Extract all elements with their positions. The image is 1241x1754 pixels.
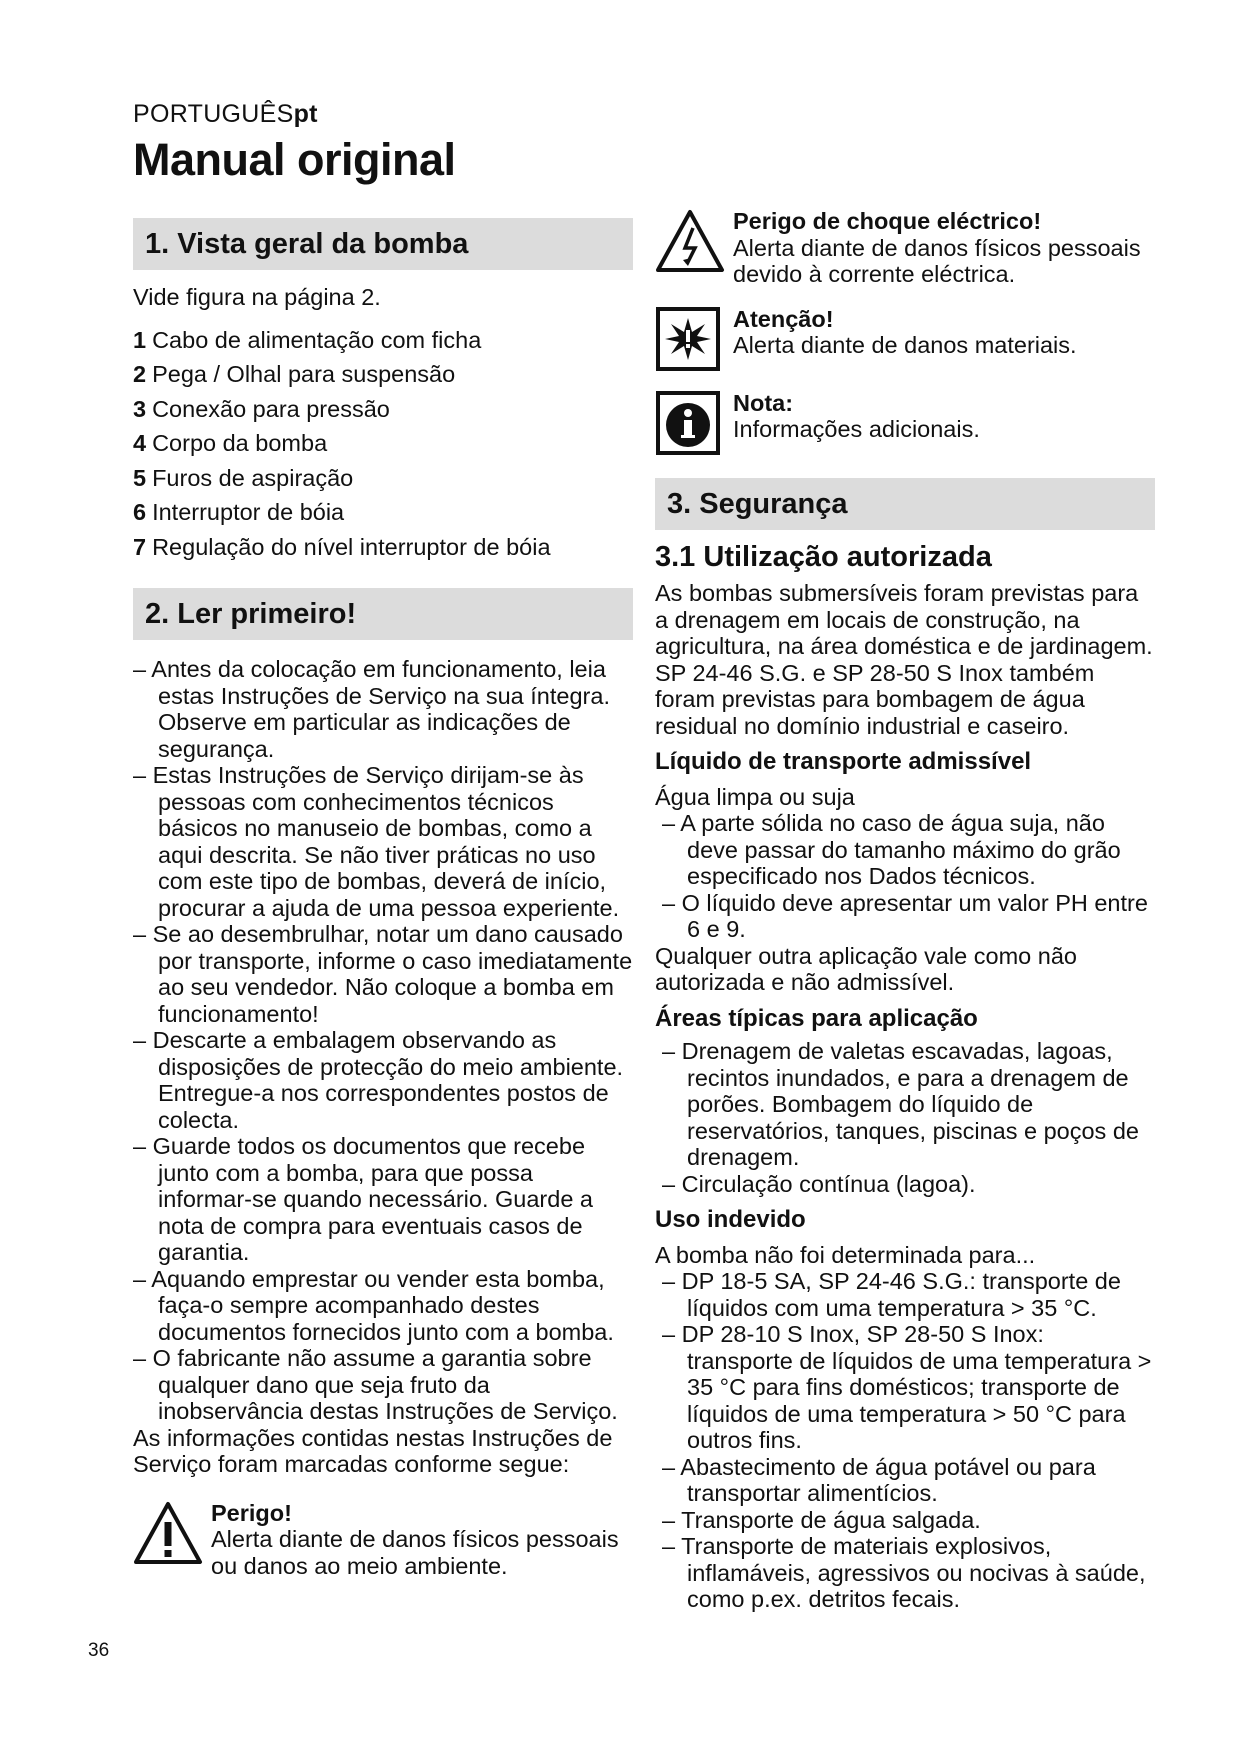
- page-title: Manual original: [133, 134, 456, 185]
- list-item: – Guarde todos os documentos que recebe junto com a bomba, para que possa informar-se quando necessário. Guarde a nota de compra para eventuais casos de garantia.: [133, 1133, 593, 1265]
- warning-triangle-icon: [133, 1500, 203, 1570]
- notice-title: Perigo de choque eléctrico!: [733, 208, 1042, 234]
- parts-list: [133, 327, 633, 561]
- list-item: 6 Interruptor de bóia: [133, 499, 345, 525]
- notice-title: Nota:: [733, 389, 794, 416]
- list-item: – DP 18-5 SA, SP 24-46 S.G.: transporte de líquidos com uma temperatura > 35 °C.: [662, 1268, 1121, 1321]
- list-item: – Aquando emprestar ou vender esta bomba, faça-o sempre acompanhado destes documentos fornecidos junto com a bomba.: [133, 1265, 614, 1345]
- list-item: 4 Corpo da bomba: [133, 430, 328, 456]
- list-item: – Antes da colocação em funcionamento, leia estas Instruções de Serviço na sua íntegra. Observe em particular as indicações de segurança.: [133, 656, 610, 762]
- liquid-heading: Líquido de transporte admissível: [655, 748, 1032, 775]
- list-item: – O fabricante não assume a garantia sobre qualquer dano que seja fruto da inobservância destas Instruções de Serviço.: [133, 1345, 618, 1424]
- list-item: – Drenagem de valetas escavadas, lagoas, recintos inundados, e para a drenagem de porões. Bombagem do líquido de reservatórios, tanques, piscinas e poços de drenagem.: [662, 1038, 1139, 1170]
- misuse-list: [655, 1268, 1155, 1613]
- overview-intro: Vide figura na página 2.: [133, 284, 381, 310]
- list-item: – Descarte a embalagem observando as disposições de protecção do meio ambiente. Entregue-a nos correspondentes postos de colecta.: [133, 1027, 624, 1133]
- language-label: [133, 100, 318, 129]
- notice-electric: [655, 208, 1155, 288]
- list-item: – DP 28-10 S Inox, SP 28-50 S Inox: transporte de líquidos de uma temperatura > 35 °C para fins domésticos; transporte de líquidos de uma temperatura > 50 °C para outros fins.: [662, 1321, 1152, 1453]
- notice-note: [655, 390, 1155, 460]
- notice-danger: [133, 1500, 633, 1580]
- list-item: 5 Furos de aspiração: [133, 464, 354, 491]
- notice-title: Atenção!: [733, 305, 834, 332]
- notice-text: Alerta diante de danos físicos pessoais ou danos ao meio ambiente.: [211, 1526, 619, 1579]
- read-first-list: [133, 656, 633, 1425]
- list-item: 3 Conexão para pressão: [133, 395, 390, 422]
- list-item: – O líquido deve apresentar um valor PH entre 6 e 9.: [662, 889, 1148, 942]
- misuse-heading: Uso indevido: [655, 1206, 806, 1233]
- notice-title: Perigo!: [211, 1499, 292, 1526]
- list-item: – Se ao desembrulhar, notar um dano causado por transporte, informe o caso imediatamente ao seu vendedor. Não coloque a bomba em funcionamento!: [133, 921, 633, 1027]
- section-heading-safety: 3. Segurança: [655, 478, 1155, 530]
- authorized-use-text: As bombas submersíveis foram previstas para a drenagem em locais de construção, na agricultura, na área doméstica e de jardinagem.: [655, 580, 1153, 659]
- section-heading-read-first: 2. Ler primeiro!: [133, 588, 633, 640]
- notice-text: Informações adicionais.: [733, 416, 980, 442]
- attention-burst-icon: [655, 306, 725, 376]
- section-heading-overview: 1. Vista geral da bomba: [133, 218, 633, 270]
- liquid-closing: Qualquer outra aplicação vale como não autorizada e não admissível.: [655, 942, 1077, 995]
- list-item: – Transporte de água salgada.: [662, 1506, 981, 1533]
- liquid-list: [655, 810, 1155, 943]
- info-icon: [655, 390, 725, 460]
- electric-shock-icon: [655, 208, 725, 278]
- right-column: [655, 208, 1155, 1613]
- language-code: pt: [293, 100, 318, 128]
- left-column: [133, 218, 633, 1579]
- areas-heading: Áreas típicas para aplicação: [655, 1004, 978, 1032]
- language-name: PORTUGUÊS: [133, 100, 294, 128]
- list-item: 1 Cabo de alimentação com ficha: [133, 326, 482, 353]
- notice-text: Alerta diante de danos materiais.: [733, 332, 1077, 358]
- areas-list: [655, 1038, 1155, 1197]
- page-number: 36: [88, 1640, 110, 1661]
- notice-text: Alerta diante de danos físicos pessoais devido à corrente eléctrica.: [733, 234, 1141, 287]
- list-item: – Abastecimento de água potável ou para transportar alimentícios.: [662, 1453, 1096, 1506]
- list-item: – Estas Instruções de Serviço dirijam-se às pessoas com conhecimentos técnicos básicos no manuseio de bombas, como a aqui descrita. Se não tiver práticas no uso com este tipo de bombas, deverá de início, procurar a ajuda de uma pessoa experiente.: [133, 762, 620, 921]
- list-item: – Transporte de materiais explosivos, inflamáveis, agressivos ou nocivas à saúde, como p.ex. detritos fecais.: [662, 1533, 1146, 1612]
- misuse-intro: A bomba não foi determinada para...: [655, 1241, 1036, 1268]
- marking-explanation: As informações contidas nestas Instruções de Serviço foram marcadas conforme segue:: [133, 1424, 613, 1477]
- list-item: – Circulação contínua (lagoa).: [662, 1170, 976, 1197]
- list-item: 2 Pega / Olhal para suspensão: [133, 361, 456, 387]
- list-item: 7 Regulação do nível interruptor de bóia: [133, 533, 551, 560]
- list-item: – A parte sólida no caso de água suja, não deve passar do tamanho máximo do grão especificado nos Dados técnicos.: [662, 810, 1121, 889]
- sub-heading-authorized-use: 3.1 Utilização autorizada: [655, 540, 992, 573]
- liquid-intro: Água limpa ou suja: [655, 783, 855, 810]
- authorized-use-text-2: SP 24-46 S.G. e SP 28-50 S Inox também foram previstas para bombagem de água residual no domínio industrial e caseiro.: [655, 659, 1095, 739]
- notice-attention: [655, 306, 1155, 376]
